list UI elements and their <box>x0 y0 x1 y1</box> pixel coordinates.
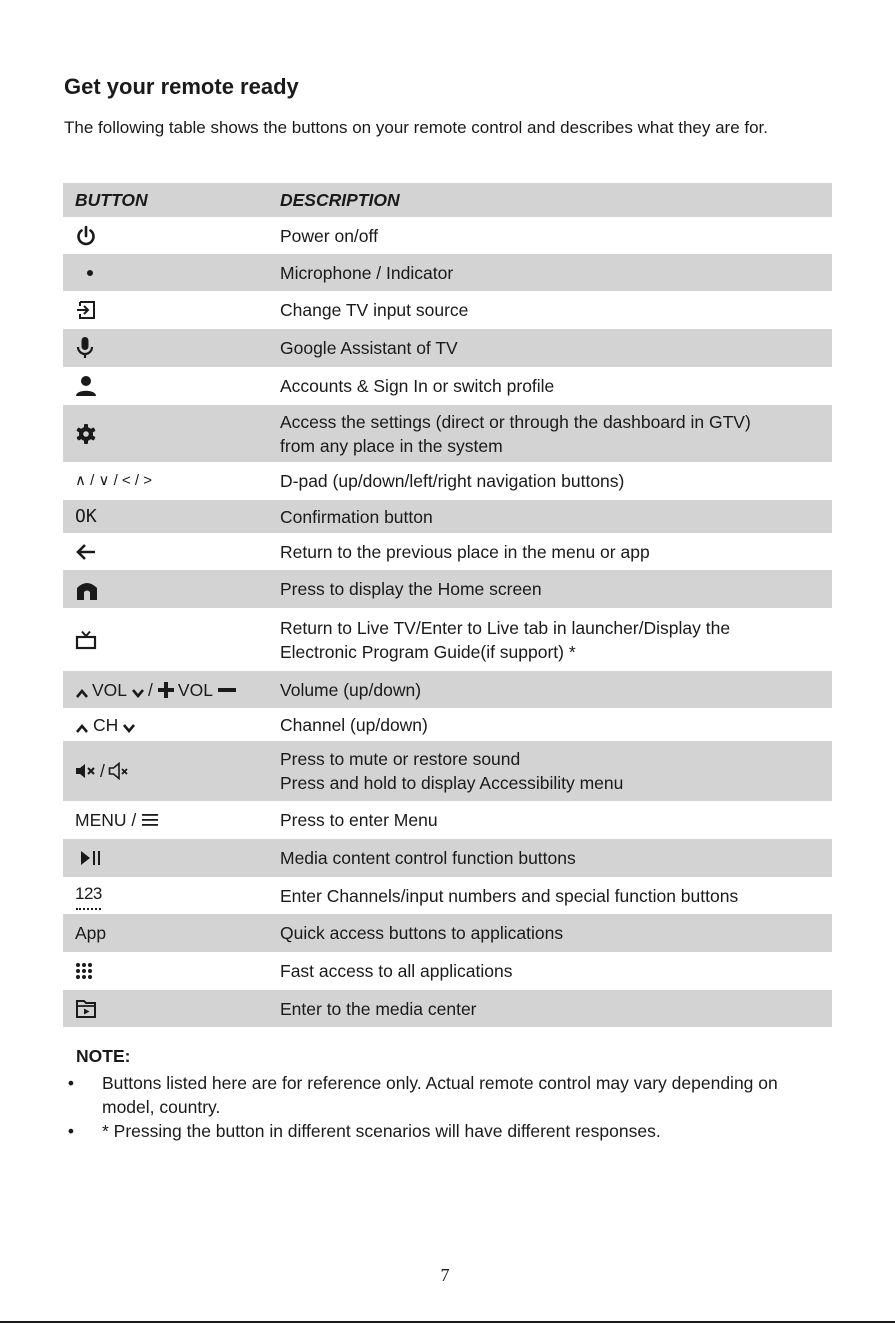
description-cell: Quick access buttons to applications <box>280 923 564 943</box>
table-row <box>63 462 832 500</box>
description-cell: Return to the previous place in the menu or app <box>280 541 650 562</box>
table-row <box>63 952 832 990</box>
button-cell <box>63 542 271 562</box>
menu-label: MENU / <box>75 810 137 830</box>
button-cell <box>63 808 271 832</box>
table-row <box>63 405 832 462</box>
button-cell <box>63 577 271 601</box>
description-cell: Press to display the Home screen <box>280 579 542 599</box>
button-cell <box>63 999 271 1019</box>
description-cell: D-pad (up/down/left/right navigation buttons) <box>280 471 625 491</box>
media-center-icon <box>75 999 97 1019</box>
button-cell <box>63 713 271 737</box>
button-cell <box>63 678 271 702</box>
bullet: • <box>67 1073 75 1093</box>
live-tv-icon <box>75 630 97 650</box>
power-icon <box>75 225 97 247</box>
description-cell: Enter to the media center <box>280 998 477 1019</box>
table-row <box>63 741 832 801</box>
table-row <box>63 329 832 367</box>
table-row <box>63 367 832 405</box>
chevron-up-icon <box>75 723 89 733</box>
note-title: NOTE: <box>76 1046 131 1066</box>
apps-grid-icon <box>75 962 93 980</box>
dpad-arrows-label: ∧ / ∨ / < / > <box>75 472 152 489</box>
gear-icon <box>75 423 97 445</box>
table-row <box>63 500 832 533</box>
home-icon <box>75 577 99 601</box>
accessibility-mute-icon <box>108 762 130 780</box>
table-row <box>63 291 832 329</box>
button-cell <box>63 921 271 945</box>
vol-label: VOL <box>177 679 213 700</box>
button-cell <box>63 849 271 867</box>
app-label: App <box>75 923 107 943</box>
table-row <box>63 254 832 291</box>
intro-paragraph: The following table shows the buttons on your remote control and describes what they are for. <box>64 118 769 137</box>
button-cell <box>63 962 271 980</box>
description-cell: Power on/off <box>280 225 378 246</box>
table-row <box>63 990 832 1027</box>
description-cell: Enter Channels/input numbers and special function buttons <box>280 885 739 906</box>
numbers-icon <box>75 881 102 910</box>
mute-separator: / <box>100 761 105 781</box>
dot-indicator-icon <box>85 268 95 278</box>
button-cell <box>63 336 271 360</box>
play-pause-icon <box>79 849 103 867</box>
menu-icon <box>141 813 159 827</box>
description-cell: Change TV input source <box>280 300 469 320</box>
description-cell: Accounts & Sign In or switch profile <box>280 376 555 396</box>
button-cell <box>63 881 271 910</box>
vol-label: VOL <box>92 679 128 700</box>
table-row <box>63 839 832 877</box>
description-cell: Fast access to all applications <box>280 961 513 981</box>
button-cell <box>63 469 271 493</box>
button-cell <box>63 375 271 397</box>
bottom-rule <box>0 1321 895 1323</box>
button-cell <box>63 225 271 247</box>
bullet: • <box>67 1121 75 1141</box>
table-row <box>63 708 832 741</box>
ch-label: CH <box>93 714 119 735</box>
table-row <box>63 877 832 914</box>
description-cell: Volume (up/down) <box>280 679 422 700</box>
table-row <box>63 914 832 952</box>
input-source-icon <box>75 300 97 320</box>
button-cell <box>63 505 271 529</box>
description-cell: Google Assistant of TV <box>280 338 458 358</box>
minus-icon <box>217 685 237 695</box>
note-list <box>64 1071 834 1143</box>
table-row <box>63 801 832 839</box>
description-cell: Press to mute or restore sound Press and hold to display Accessibility menu <box>280 749 624 793</box>
plus-icon <box>157 681 175 699</box>
table-row <box>63 608 832 671</box>
header-button: BUTTON <box>75 190 148 210</box>
person-icon <box>75 375 97 397</box>
note-item: • Buttons listed here are for reference only. Actual remote control may vary depending on model, country. <box>64 1071 834 1119</box>
table-row <box>63 533 832 570</box>
dotted-underline <box>76 908 101 910</box>
button-cell <box>63 423 271 445</box>
header-description: DESCRIPTION <box>280 190 400 210</box>
table-row <box>63 671 832 708</box>
chevron-down-icon <box>131 688 145 698</box>
back-arrow-icon <box>75 542 97 562</box>
numbers-label: 123 <box>75 884 102 903</box>
microphone-icon <box>75 336 95 360</box>
chevron-up-icon <box>75 688 89 698</box>
page-title: Get your remote ready <box>64 74 299 99</box>
description-cell: Press to enter Menu <box>280 810 438 830</box>
button-cell <box>63 630 271 650</box>
description-cell: Access the settings (direct or through the dashboard in GTV) from any place in the system <box>280 411 751 456</box>
mute-icon <box>75 763 97 779</box>
button-cell <box>63 759 271 783</box>
description-cell: Microphone / Indicator <box>280 262 454 283</box>
table-row <box>63 570 832 608</box>
chevron-down-icon <box>122 723 136 733</box>
button-table <box>63 183 832 1027</box>
button-cell <box>63 268 271 278</box>
description-cell: Media content control function buttons <box>280 848 576 868</box>
description-cell: Confirmation button <box>280 506 433 527</box>
ok-label: OK <box>75 505 97 527</box>
page-number: 7 <box>440 1265 450 1285</box>
vol-separator: / <box>148 679 153 700</box>
note-item: • * Pressing the button in different scenarios will have different responses. <box>64 1119 834 1143</box>
description-cell: Return to Live TV/Enter to Live tab in launcher/Display the Electronic Program Guide(if support) * <box>280 617 731 662</box>
description-cell: Channel (up/down) <box>280 714 428 735</box>
table-row <box>63 217 832 254</box>
button-cell <box>63 300 271 320</box>
table-header-row <box>63 183 832 217</box>
